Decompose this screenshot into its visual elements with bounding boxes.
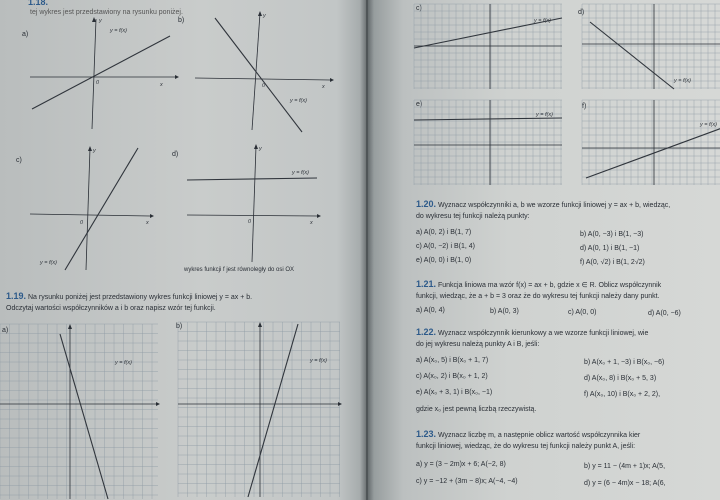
ex122-footer: gdzie x₀ jest pewną liczbą rzeczywistą. — [416, 406, 537, 413]
ex123-item-b: b) y = 11 − (4m + 1)x; A(5, — [584, 463, 666, 470]
exercise-number: 1.19. — [6, 291, 27, 301]
fn-label: y = f(x) — [292, 170, 309, 176]
graph-1-18-a — [10, 14, 180, 134]
exercise-1-20-header — [416, 200, 670, 210]
x-axis-label: x — [322, 84, 325, 90]
exercise-1-21-header — [416, 280, 661, 290]
ex122-item-a: a) A(x₀, 5) i B(x₀ + 1, 7) — [416, 357, 489, 364]
graph-1-18-c — [10, 142, 170, 272]
graph-1-19-a — [0, 324, 160, 499]
exercise-text: Wyznacz współczynnik kierunkowy a we wzorze funkcji liniowej, wie — [437, 330, 649, 337]
exercise-number: 1.23. — [416, 429, 437, 439]
exercise-1-18-text: tej wykres jest przedstawiony na rysunku poniżej. — [30, 9, 183, 16]
book-gutter — [360, 0, 374, 500]
origin-label: 0 — [262, 83, 266, 89]
ex120-item-d: d) A(0, 1) i B(1, −1) — [580, 245, 640, 252]
y-axis-label: y — [263, 13, 266, 19]
exercise-1-19-text-2: Odczytaj wartości współczynników a i b oraz napisz wzór tej funkcji. — [6, 305, 216, 312]
ex121-item-d: d) A(0, −6) — [648, 310, 681, 317]
graph-right-f — [582, 100, 720, 185]
graph-d-letter: d) — [578, 9, 585, 16]
graph-19b-letter: b) — [176, 323, 183, 330]
x-axis-label: x — [310, 220, 313, 226]
exercise-1-23-header — [416, 430, 640, 440]
exercise-1-20-text-2: do wykresu tej funkcji należą punkty: — [416, 213, 530, 220]
graph-right-c — [414, 4, 564, 89]
fn-label: y = f(x) — [290, 98, 307, 104]
right-page — [368, 0, 720, 500]
graph-19a-letter: a) — [2, 327, 9, 334]
y-axis-label: y — [99, 18, 102, 24]
graph-e-letter: e) — [416, 101, 423, 108]
fn-label: y = f(x) — [115, 360, 132, 366]
ex121-item-c: c) A(0, 0) — [568, 309, 597, 316]
exercise-number: 1.20. — [416, 199, 437, 209]
exercise-number: 1.22. — [416, 327, 437, 337]
fn-label: y = f(x) — [534, 18, 551, 24]
graph-b-letter: b) — [178, 17, 185, 24]
fn-label: y = f(x) — [40, 260, 57, 266]
graph-a-letter: a) — [22, 31, 29, 38]
exercise-text: Na rysunku poniżej jest przedstawiony wykres funkcji liniowej y = ax + b. — [27, 294, 253, 301]
y-axis-label: y — [93, 148, 96, 154]
x-axis-label: x — [146, 220, 149, 226]
graph-d-letter: d) — [172, 151, 179, 158]
exercise-1-21-text-2: funkcji, wiedząc, że a + b = 3 oraz że do wykresu tej funkcji należy dany punkt. — [416, 293, 660, 300]
exercise-1-18-header — [28, 0, 48, 8]
fn-label: y = f(x) — [674, 78, 691, 84]
exercise-1-23-text-2: funkcji liniowej, wiedząc, że do wykresu tej funkcji należy punkt A, jeśli: — [416, 443, 636, 450]
ex120-item-e: e) A(0, 0) i B(1, 0) — [416, 257, 472, 264]
graph-1-19-b — [178, 322, 343, 497]
graph-c-letter: c) — [416, 5, 422, 12]
exercise-text: Wyznacz współczynniki a, b we wzorze funkcji liniowej y = ax + b, wiedząc, — [437, 202, 671, 209]
graph-1-18-d — [182, 140, 332, 265]
x-axis-label: x — [160, 82, 163, 88]
graph-c-letter: c) — [16, 157, 22, 164]
graph-d-caption: wykres funkcji f jest równoległy do osi OX — [184, 267, 295, 273]
exercise-1-19-header — [6, 292, 252, 302]
origin-label: 0 — [96, 80, 100, 86]
exercise-1-22-text-2: do jej wykresu należą punkty A i B, jeśli: — [416, 341, 540, 348]
ex123-item-d: d) y = (6 − 4m)x − 18; A(6, — [584, 480, 666, 487]
origin-label: 0 — [248, 219, 252, 225]
exercise-1-22-header — [416, 328, 648, 338]
graph-right-d — [582, 4, 720, 89]
ex122-item-d: d) A(x₀, 8) i B(x₀ + 5, 3) — [584, 375, 657, 382]
ex121-item-b: b) A(0, 3) — [490, 308, 519, 315]
exercise-text: Wyznacz liczbę m, a następnie oblicz wartość współczynnika kier — [437, 432, 641, 439]
ex122-item-f: f) A(x₀, 10) i B(x₀ + 2, 2), — [584, 391, 661, 398]
ex123-item-c: c) y = −12 + (3m − 8)x; A(−4, −4) — [416, 478, 518, 485]
ex120-item-b: b) A(0, −3) i B(1, −3) — [580, 231, 644, 238]
origin-label: 0 — [80, 220, 84, 226]
fn-label: y = f(x) — [700, 122, 717, 128]
ex122-item-b: b) A(x₀ + 1, −3) i B(x₀, −6) — [584, 359, 665, 366]
ex122-item-e: e) A(x₀ + 3, 1) i B(x₀, −1) — [416, 389, 493, 396]
fn-label: y = f(x) — [110, 28, 127, 34]
exercise-number: 1.18. — [28, 0, 49, 7]
ex120-item-a: a) A(0, 2) i B(1, 7) — [416, 229, 472, 236]
ex121-item-a: a) A(0, 4) — [416, 307, 445, 314]
y-axis-label: y — [259, 146, 262, 152]
ex120-item-f: f) A(0, √2) i B(1, 2√2) — [580, 259, 645, 266]
fn-label: y = f(x) — [536, 112, 553, 118]
ex122-item-c: c) A(x₀, 2) i B(x₀ + 1, 2) — [416, 373, 488, 380]
fn-label: y = f(x) — [310, 358, 327, 364]
graph-right-e — [414, 100, 564, 185]
ex120-item-c: c) A(0, −2) i B(1, 4) — [416, 243, 475, 250]
ex123-item-a: a) y = (3 − 2m)x + 6; A(−2, 8) — [416, 461, 506, 468]
graph-1-18-b — [190, 10, 340, 135]
exercise-text: Funkcja liniowa ma wzór f(x) = ax + b, gdzie x ∈ R. Oblicz współczynnik — [437, 282, 662, 289]
graph-f-letter: f) — [582, 103, 587, 110]
exercise-number: 1.21. — [416, 279, 437, 289]
